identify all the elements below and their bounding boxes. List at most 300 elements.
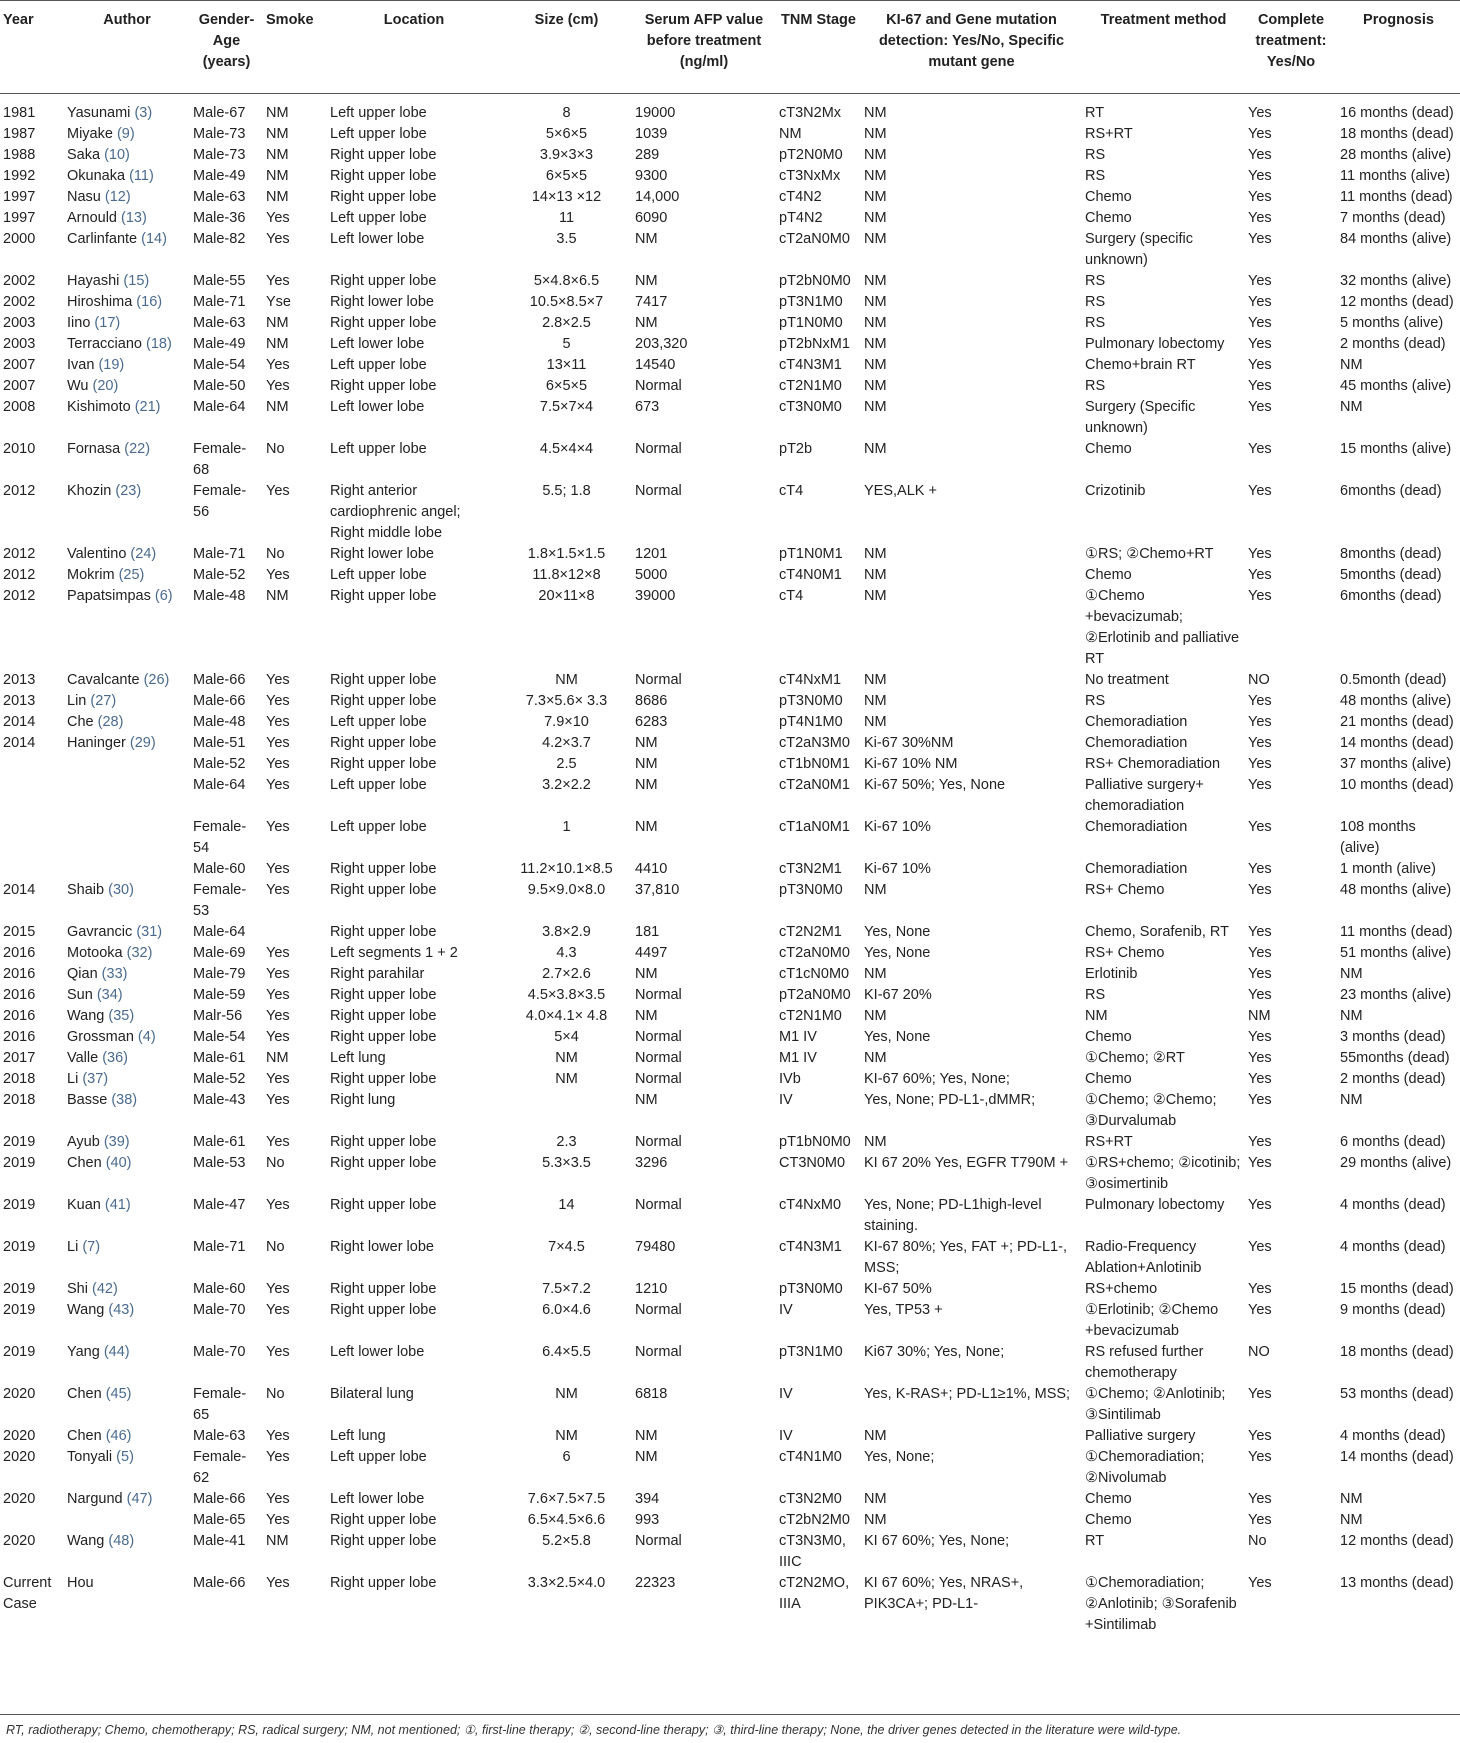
cell-treatment-text: Chemo bbox=[1085, 1491, 1132, 1507]
cell-gender-age bbox=[190, 1027, 263, 1048]
cell-ki67-text: NM bbox=[864, 672, 887, 688]
reference-link[interactable]: (15) bbox=[123, 273, 150, 289]
cell-gender-age bbox=[190, 1342, 263, 1384]
cell-complete bbox=[1245, 565, 1337, 586]
reference-link[interactable]: (36) bbox=[102, 1050, 128, 1066]
cell-gender-age-text: Female-62 bbox=[193, 1449, 247, 1486]
reference-link[interactable]: (23) bbox=[115, 483, 142, 499]
cell-author-text: Okunaka bbox=[67, 168, 126, 184]
cell-smoke-text: Yes bbox=[266, 1449, 290, 1465]
cell-year-text: 2008 bbox=[3, 399, 36, 415]
reference-link[interactable]: (24) bbox=[130, 546, 157, 562]
cell-smoke-text: Yes bbox=[266, 1302, 290, 1318]
cell-treatment-text: ①Erlotinib; ②Chemo +bevacizumab bbox=[1085, 1302, 1219, 1339]
cell-location-text: Right anterior cardiophrenic angel; Right middle lobe bbox=[330, 483, 461, 541]
reference-link[interactable]: (27) bbox=[90, 693, 117, 709]
cell-tnm-text: cT4 bbox=[779, 483, 804, 499]
cell-complete-text: Yes bbox=[1248, 168, 1272, 184]
cell-prognosis-text: NM bbox=[1340, 1008, 1363, 1024]
cell-author bbox=[64, 1573, 190, 1636]
cell-size bbox=[501, 1384, 632, 1426]
cell-gender-age-text: Female-54 bbox=[193, 819, 247, 856]
cell-afp-text: Normal bbox=[635, 1134, 682, 1150]
cell-prognosis bbox=[1337, 817, 1460, 859]
cell-smoke-text: Yes bbox=[266, 735, 290, 751]
cell-year-text: 2017 bbox=[3, 1050, 36, 1066]
cell-size bbox=[501, 733, 632, 754]
cell-tnm-text: cT1cN0M0 bbox=[779, 966, 850, 982]
reference-link[interactable]: (13) bbox=[121, 210, 147, 226]
cell-complete-text: Yes bbox=[1248, 357, 1272, 373]
reference-link[interactable]: (34) bbox=[96, 987, 123, 1003]
reference-link[interactable]: (16) bbox=[136, 294, 163, 310]
cell-treatment bbox=[1082, 775, 1245, 817]
cell-smoke-text: Yes bbox=[266, 1092, 290, 1108]
cell-author bbox=[64, 1048, 190, 1069]
reference-link[interactable]: (21) bbox=[134, 399, 161, 415]
cell-year bbox=[0, 1531, 64, 1573]
cell-afp-text: NM bbox=[635, 1428, 658, 1444]
cell-prognosis-text: NM bbox=[1340, 399, 1363, 415]
reference-link[interactable]: (46) bbox=[105, 1428, 132, 1444]
cell-tnm bbox=[776, 355, 861, 376]
cell-complete-text: Yes bbox=[1248, 273, 1272, 289]
cell-tnm bbox=[776, 166, 861, 187]
cell-smoke bbox=[263, 859, 327, 880]
cell-prognosis-text: 18 months (dead) bbox=[1340, 1344, 1454, 1360]
cell-location bbox=[327, 334, 501, 355]
cell-prognosis-text: 51 months (alive) bbox=[1340, 945, 1452, 961]
cell-author bbox=[64, 1342, 190, 1384]
cell-smoke bbox=[263, 1279, 327, 1300]
cell-tnm bbox=[776, 397, 861, 439]
cell-treatment-text: Chemoradiation bbox=[1085, 861, 1188, 877]
cell-afp-text: NM bbox=[635, 966, 658, 982]
cell-author-text: Haninger bbox=[67, 735, 126, 751]
cell-complete-text: NM bbox=[1248, 1008, 1271, 1024]
cell-ki67-text: NM bbox=[864, 294, 887, 310]
cell-gender-age-text: Male-64 bbox=[193, 399, 246, 415]
cell-author bbox=[64, 1300, 190, 1342]
cell-afp bbox=[632, 964, 776, 985]
cell-tnm-text: cT4N2 bbox=[779, 189, 822, 205]
reference-link[interactable]: (44) bbox=[103, 1344, 130, 1360]
cell-author-text: Arnould bbox=[67, 210, 117, 226]
cell-author-text: Miyake bbox=[67, 126, 113, 142]
table-row bbox=[0, 943, 1460, 964]
cell-complete-text: Yes bbox=[1248, 1071, 1272, 1087]
cell-ki67 bbox=[861, 733, 1082, 754]
cell-prognosis-text: 45 months (alive) bbox=[1340, 378, 1452, 394]
reference-link[interactable]: (5) bbox=[116, 1449, 134, 1465]
cell-location-text: Right upper lobe bbox=[330, 168, 437, 184]
cell-tnm-text: pT3N0M0 bbox=[779, 693, 843, 709]
cell-afp bbox=[632, 208, 776, 229]
cell-treatment bbox=[1082, 439, 1245, 481]
cell-location bbox=[327, 208, 501, 229]
reference-link[interactable]: (38) bbox=[111, 1092, 138, 1108]
cell-location bbox=[327, 229, 501, 271]
cell-complete bbox=[1245, 670, 1337, 691]
cell-prognosis bbox=[1337, 1195, 1460, 1237]
cell-location-text: Left lower lobe bbox=[330, 1491, 425, 1507]
cell-ki67 bbox=[861, 1195, 1082, 1237]
cell-year bbox=[0, 1510, 64, 1531]
cell-author-text: Chen bbox=[67, 1386, 102, 1402]
cell-prognosis-text: 1 month (alive) bbox=[1340, 861, 1436, 877]
reference-link[interactable]: (47) bbox=[126, 1491, 153, 1507]
reference-link[interactable]: (43) bbox=[108, 1302, 135, 1318]
cell-size-text: 11.2×10.1×8.5 bbox=[520, 861, 613, 877]
table-row bbox=[0, 1426, 1460, 1447]
cell-tnm bbox=[776, 376, 861, 397]
cell-complete-text: Yes bbox=[1248, 1029, 1272, 1045]
cell-author bbox=[64, 355, 190, 376]
cell-location-text: Right lower lobe bbox=[330, 1239, 434, 1255]
cell-gender-age bbox=[190, 1531, 263, 1573]
cell-year bbox=[0, 565, 64, 586]
cell-size bbox=[501, 334, 632, 355]
reference-link[interactable]: (25) bbox=[118, 567, 145, 583]
cell-smoke bbox=[263, 880, 327, 922]
cell-prognosis bbox=[1337, 754, 1460, 775]
reference-link[interactable]: (20) bbox=[92, 378, 119, 394]
cell-afp bbox=[632, 985, 776, 1006]
cell-year-text: 1997 bbox=[3, 210, 36, 226]
cell-smoke-text: Yes bbox=[266, 1071, 290, 1087]
reference-link[interactable]: (18) bbox=[145, 336, 172, 352]
cell-complete bbox=[1245, 1132, 1337, 1153]
cell-ki67-text: Ki-67 50%; Yes, None bbox=[864, 777, 1006, 793]
cell-afp-text: 14,000 bbox=[635, 189, 680, 205]
cell-author bbox=[64, 1195, 190, 1237]
cell-year-text: 1997 bbox=[3, 189, 36, 205]
cell-complete-text: Yes bbox=[1248, 1134, 1272, 1150]
reference-link[interactable]: (4) bbox=[137, 1029, 156, 1045]
cell-year-text: 2020 bbox=[3, 1428, 36, 1444]
cell-gender-age-text: Male-66 bbox=[193, 693, 246, 709]
cell-size-text: 7×4.5 bbox=[548, 1239, 585, 1255]
cell-tnm bbox=[776, 1069, 861, 1090]
cell-smoke bbox=[263, 754, 327, 775]
cell-size bbox=[501, 880, 632, 922]
cell-complete-text: Yes bbox=[1248, 1449, 1272, 1465]
reference-link[interactable]: (19) bbox=[98, 357, 125, 373]
cell-tnm bbox=[776, 691, 861, 712]
cell-smoke-text: NM bbox=[266, 126, 289, 142]
cell-prognosis-text: 6months (dead) bbox=[1340, 588, 1442, 604]
cell-author bbox=[64, 1510, 190, 1531]
cell-tnm-text: pT2bN0M0 bbox=[779, 273, 851, 289]
cell-complete-text: Yes bbox=[1248, 567, 1272, 583]
cell-prognosis-text: 55months (dead) bbox=[1340, 1050, 1450, 1066]
reference-link[interactable]: (3) bbox=[134, 105, 153, 121]
reference-link[interactable]: (48) bbox=[108, 1533, 135, 1549]
cell-ki67-text: YES,ALK + bbox=[864, 483, 937, 499]
cell-prognosis bbox=[1337, 712, 1460, 733]
cell-author-text: Qian bbox=[67, 966, 98, 982]
cell-complete bbox=[1245, 586, 1337, 670]
cell-prognosis bbox=[1337, 586, 1460, 670]
reference-link[interactable]: (11) bbox=[129, 168, 154, 184]
cell-prognosis bbox=[1337, 922, 1460, 943]
cell-treatment-text: Chemoradiation bbox=[1085, 735, 1188, 751]
cell-size-text: NM bbox=[555, 1428, 578, 1444]
reference-link[interactable]: (31) bbox=[136, 924, 163, 940]
cell-gender-age-text: Male-64 bbox=[193, 924, 246, 940]
cell-tnm-text: cT3N0M0 bbox=[779, 399, 842, 415]
cell-prognosis bbox=[1337, 1342, 1460, 1384]
cell-size bbox=[501, 313, 632, 334]
table-row bbox=[0, 187, 1460, 208]
cell-treatment bbox=[1082, 1573, 1245, 1636]
cell-treatment bbox=[1082, 271, 1245, 292]
cell-smoke-text: NM bbox=[266, 147, 289, 163]
reference-link[interactable]: (45) bbox=[105, 1386, 132, 1402]
cell-author-text: Wang bbox=[67, 1533, 105, 1549]
cell-complete-text: Yes bbox=[1248, 1575, 1272, 1591]
cell-year bbox=[0, 544, 64, 565]
cell-complete-text: Yes bbox=[1248, 735, 1272, 751]
cell-location bbox=[327, 964, 501, 985]
cell-tnm-text: cT4NxM0 bbox=[779, 1197, 842, 1213]
cell-complete bbox=[1245, 859, 1337, 880]
reference-link[interactable]: (37) bbox=[82, 1071, 109, 1087]
cell-treatment bbox=[1082, 313, 1245, 334]
cell-treatment bbox=[1082, 880, 1245, 922]
cell-tnm-text: IV bbox=[779, 1428, 793, 1444]
cell-ki67 bbox=[861, 187, 1082, 208]
reference-link[interactable]: (26) bbox=[143, 672, 170, 688]
cell-complete-text: Yes bbox=[1248, 294, 1272, 310]
cell-prognosis bbox=[1337, 1384, 1460, 1426]
cell-smoke bbox=[263, 1132, 327, 1153]
cell-tnm bbox=[776, 145, 861, 166]
reference-link[interactable]: (32) bbox=[126, 945, 153, 961]
cell-location bbox=[327, 712, 501, 733]
cell-tnm-text: IV bbox=[779, 1092, 793, 1108]
cell-gender-age bbox=[190, 1573, 263, 1636]
cell-prognosis-text: 13 months (dead) bbox=[1340, 1575, 1454, 1591]
cell-afp bbox=[632, 355, 776, 376]
reference-link[interactable]: (29) bbox=[129, 735, 156, 751]
cell-size-text: 6×5×5 bbox=[545, 378, 588, 394]
cell-afp bbox=[632, 859, 776, 880]
cell-gender-age bbox=[190, 355, 263, 376]
cell-size-text: NM bbox=[555, 1050, 578, 1066]
cell-complete-text: Yes bbox=[1248, 756, 1272, 772]
cell-year bbox=[0, 586, 64, 670]
cell-ki67-text: Ki67 30%; Yes, None; bbox=[864, 1344, 1005, 1360]
cell-author-text: Hiroshima bbox=[67, 294, 133, 310]
cell-tnm bbox=[776, 124, 861, 145]
cell-smoke-text: NM bbox=[266, 1050, 289, 1066]
cell-tnm-text: pT2b bbox=[779, 441, 813, 457]
cell-smoke-text: Yes bbox=[266, 714, 290, 730]
cell-treatment-text: Surgery (Specific unknown) bbox=[1085, 399, 1196, 436]
cell-author-text: Sun bbox=[67, 987, 93, 1003]
cell-treatment bbox=[1082, 1489, 1245, 1510]
cell-tnm-text: pT1bN0M0 bbox=[779, 1134, 851, 1150]
cell-author bbox=[64, 565, 190, 586]
cell-year bbox=[0, 481, 64, 544]
cell-author bbox=[64, 94, 190, 125]
cell-year bbox=[0, 733, 64, 754]
cell-prognosis bbox=[1337, 292, 1460, 313]
cell-ki67 bbox=[861, 1279, 1082, 1300]
cell-ki67 bbox=[861, 712, 1082, 733]
cell-author-text: Kishimoto bbox=[67, 399, 131, 415]
cell-year bbox=[0, 1006, 64, 1027]
cell-prognosis-text: 2 months (dead) bbox=[1340, 336, 1446, 352]
reference-link[interactable]: (39) bbox=[103, 1134, 130, 1150]
cell-treatment bbox=[1082, 208, 1245, 229]
cell-treatment-text: Pulmonary lobectomy bbox=[1085, 1197, 1225, 1213]
cell-treatment-text: RS+chemo bbox=[1085, 1281, 1158, 1297]
cell-afp bbox=[632, 922, 776, 943]
cell-treatment bbox=[1082, 145, 1245, 166]
cell-tnm bbox=[776, 712, 861, 733]
cell-complete bbox=[1245, 1237, 1337, 1279]
cell-year-text: 1981 bbox=[3, 105, 36, 121]
cell-tnm bbox=[776, 1510, 861, 1531]
cell-gender-age-text: Male-67 bbox=[193, 105, 246, 121]
cell-location bbox=[327, 817, 501, 859]
cell-prognosis bbox=[1337, 1153, 1460, 1195]
table-row bbox=[0, 880, 1460, 922]
cell-prognosis bbox=[1337, 859, 1460, 880]
cell-smoke bbox=[263, 733, 327, 754]
cell-complete bbox=[1245, 1489, 1337, 1510]
cell-year-text: 2010 bbox=[3, 441, 36, 457]
cell-size-text: 3.9×3×3 bbox=[539, 147, 594, 163]
cell-tnm-text: pT1N0M1 bbox=[779, 546, 843, 562]
reference-link[interactable]: (35) bbox=[108, 1008, 135, 1024]
cell-afp bbox=[632, 166, 776, 187]
cell-afp bbox=[632, 712, 776, 733]
reference-link[interactable]: (41) bbox=[104, 1197, 131, 1213]
cell-afp bbox=[632, 94, 776, 125]
reference-link[interactable]: (14) bbox=[141, 231, 167, 247]
cell-treatment bbox=[1082, 586, 1245, 670]
cell-size bbox=[501, 1510, 632, 1531]
cell-ki67 bbox=[861, 1006, 1082, 1027]
cell-treatment bbox=[1082, 1426, 1245, 1447]
cell-size bbox=[501, 1447, 632, 1489]
reference-link[interactable]: (7) bbox=[82, 1239, 101, 1255]
cell-year bbox=[0, 1027, 64, 1048]
cell-location-text: Left upper lobe bbox=[330, 357, 427, 373]
cell-location-text: Right upper lobe bbox=[330, 735, 437, 751]
reference-link[interactable]: (12) bbox=[104, 189, 131, 205]
cell-gender-age bbox=[190, 859, 263, 880]
cell-size-text: 3.3×2.5×4.0 bbox=[527, 1575, 606, 1591]
cell-ki67-text: NM bbox=[864, 693, 887, 709]
cell-afp bbox=[632, 565, 776, 586]
cell-treatment-text: Crizotinib bbox=[1085, 483, 1146, 499]
reference-link[interactable]: (28) bbox=[97, 714, 124, 730]
cell-treatment-text: RS bbox=[1085, 378, 1106, 394]
cell-prognosis-text: NM bbox=[1340, 357, 1363, 373]
reference-link[interactable]: (22) bbox=[124, 441, 151, 457]
reference-link[interactable]: (42) bbox=[92, 1281, 118, 1297]
cell-ki67 bbox=[861, 355, 1082, 376]
cell-author-text: Cavalcante bbox=[67, 672, 140, 688]
cell-complete bbox=[1245, 292, 1337, 313]
table-row bbox=[0, 586, 1460, 670]
cell-complete bbox=[1245, 229, 1337, 271]
cell-complete bbox=[1245, 985, 1337, 1006]
cell-location bbox=[327, 1426, 501, 1447]
cell-afp bbox=[632, 145, 776, 166]
cell-smoke-text: Yes bbox=[266, 231, 290, 247]
cell-tnm bbox=[776, 1531, 861, 1573]
cell-smoke bbox=[263, 712, 327, 733]
table-row bbox=[0, 964, 1460, 985]
cell-size-text: 20×11×8 bbox=[538, 588, 595, 604]
cell-author-text: Terracciano bbox=[67, 336, 142, 352]
cell-tnm bbox=[776, 964, 861, 985]
cell-gender-age bbox=[190, 334, 263, 355]
cell-tnm bbox=[776, 187, 861, 208]
cell-complete-text: Yes bbox=[1248, 588, 1272, 604]
reference-link[interactable]: (30) bbox=[108, 882, 134, 898]
cell-author-text: Ivan bbox=[67, 357, 95, 373]
cell-tnm bbox=[776, 1237, 861, 1279]
cell-tnm bbox=[776, 1006, 861, 1027]
cell-afp bbox=[632, 733, 776, 754]
cell-ki67 bbox=[861, 586, 1082, 670]
cell-gender-age bbox=[190, 1384, 263, 1426]
cell-afp-text: Normal bbox=[635, 441, 682, 457]
cell-location-text: Left upper lobe bbox=[330, 126, 427, 142]
cell-author bbox=[64, 439, 190, 481]
cell-location bbox=[327, 187, 501, 208]
cell-size-text: 1.8×1.5×1.5 bbox=[527, 546, 606, 562]
cell-prognosis-text: 4 months (dead) bbox=[1340, 1197, 1446, 1213]
cell-author bbox=[64, 880, 190, 922]
cell-location-text: Right upper lobe bbox=[330, 1071, 437, 1087]
cell-year bbox=[0, 1237, 64, 1279]
cell-complete-text: Yes bbox=[1248, 966, 1272, 982]
reference-link[interactable]: (33) bbox=[101, 966, 128, 982]
cell-size-text: 3.5 bbox=[556, 231, 577, 247]
cell-afp bbox=[632, 334, 776, 355]
cell-prognosis bbox=[1337, 124, 1460, 145]
cell-ki67-text: Yes, K-RAS+; PD-L1≥1%, MSS; bbox=[864, 1386, 1071, 1402]
reference-link[interactable]: (40) bbox=[105, 1155, 132, 1171]
cell-smoke-text: Yes bbox=[266, 1344, 290, 1360]
cell-ki67-text: Yes, None bbox=[864, 945, 931, 961]
reference-link[interactable]: (17) bbox=[94, 315, 121, 331]
cell-year-text: 2016 bbox=[3, 1029, 36, 1045]
cell-author bbox=[64, 691, 190, 712]
cell-tnm bbox=[776, 1573, 861, 1636]
cell-prognosis bbox=[1337, 733, 1460, 754]
cell-prognosis bbox=[1337, 334, 1460, 355]
cell-afp bbox=[632, 775, 776, 817]
cell-complete bbox=[1245, 712, 1337, 733]
table-row bbox=[0, 691, 1460, 712]
reference-link[interactable]: (9) bbox=[116, 126, 135, 142]
cell-ki67-text: Yes, None; PD-L1high-level staining. bbox=[864, 1197, 1042, 1234]
cell-location bbox=[327, 397, 501, 439]
cell-year bbox=[0, 355, 64, 376]
reference-link[interactable]: (6) bbox=[154, 588, 173, 604]
cell-complete-text: Yes bbox=[1248, 1386, 1272, 1402]
reference-link[interactable]: (10) bbox=[104, 147, 130, 163]
cell-smoke-text: Yes bbox=[266, 567, 290, 583]
